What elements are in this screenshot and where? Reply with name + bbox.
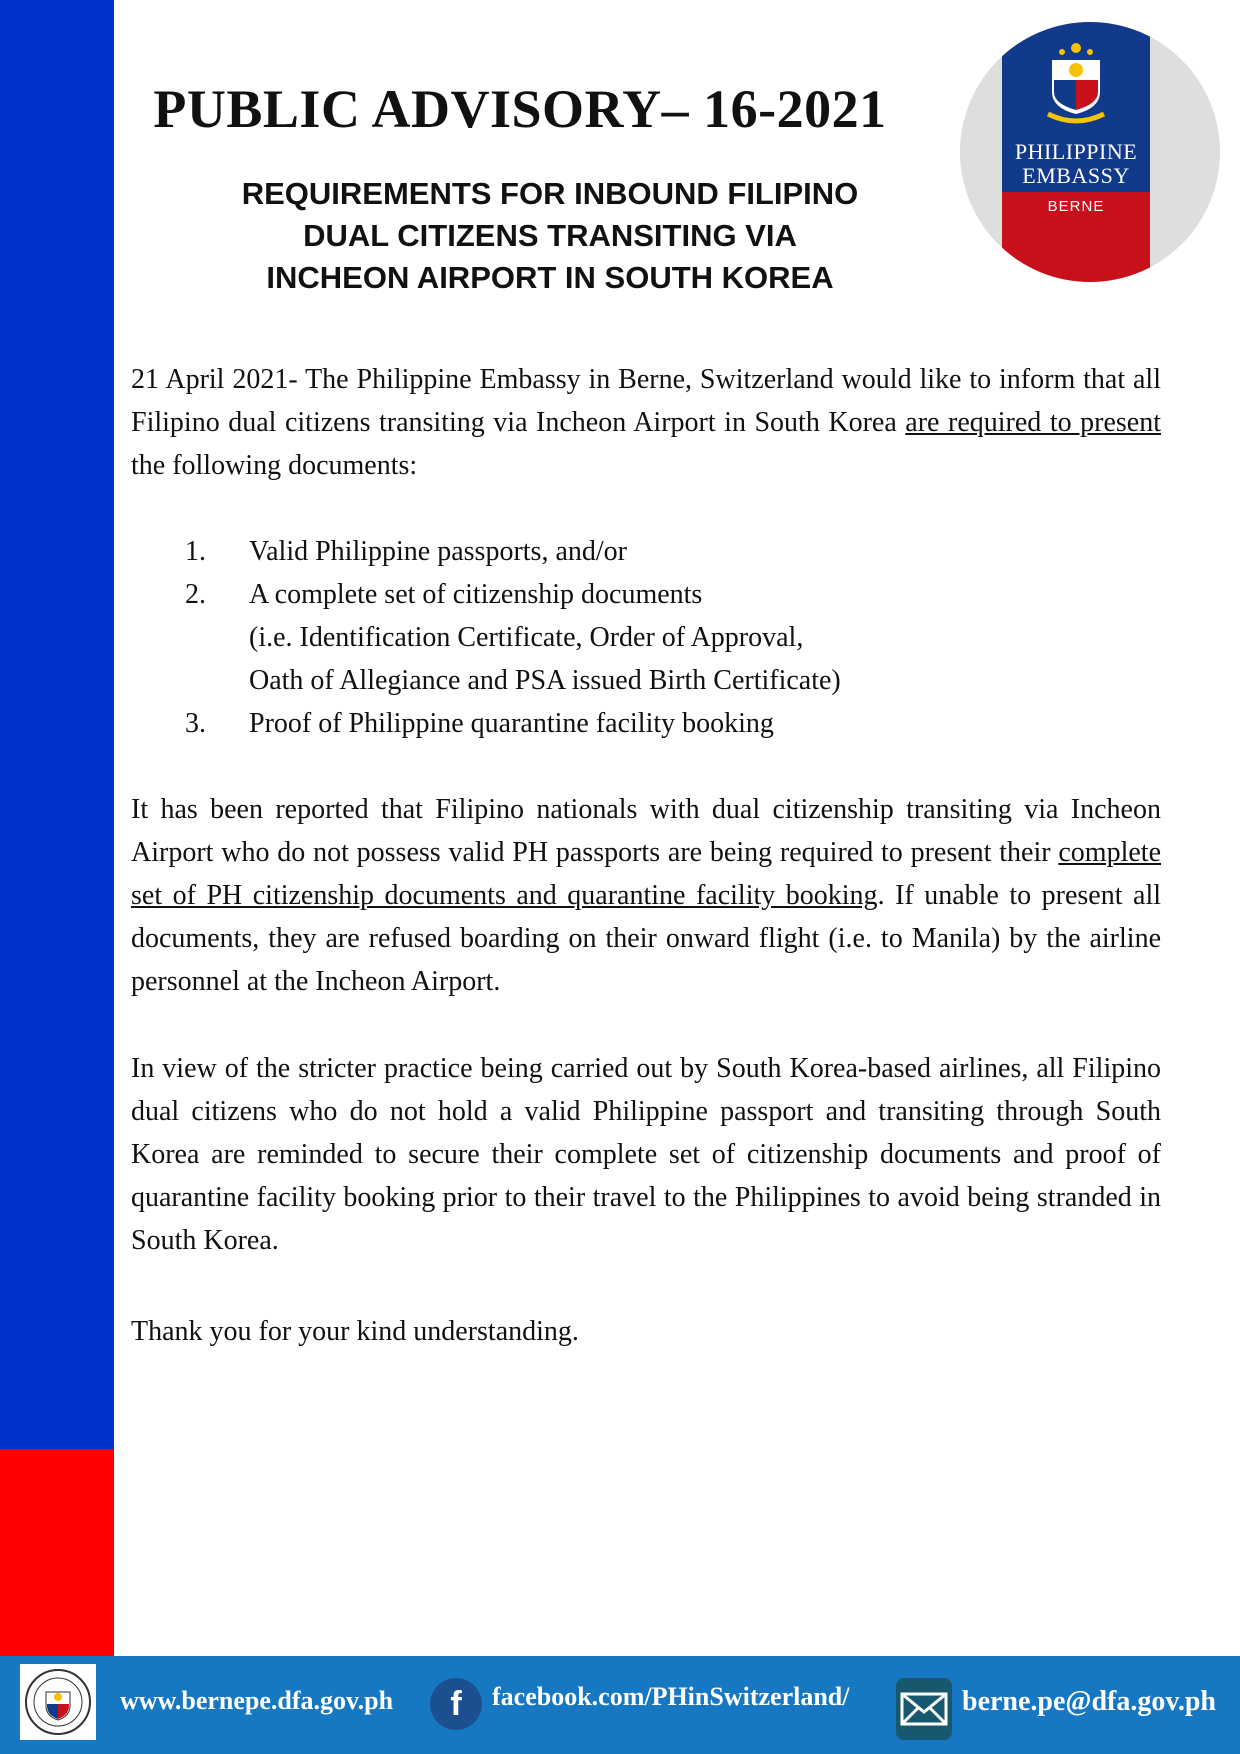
list-item-text — [249, 530, 627, 573]
logo-panel — [1002, 22, 1150, 282]
footer-bar — [0, 1656, 1240, 1754]
required-documents-list — [185, 530, 1085, 745]
list-item-line: Valid Philippine passports, and/or — [249, 536, 627, 567]
list-item-number: 3. — [185, 708, 206, 739]
logo-line: EMBASSY — [1022, 163, 1130, 188]
list-item-number: 2. — [185, 579, 206, 610]
dfa-seal-icon — [20, 1664, 96, 1740]
footer-website-link[interactable]: www.bernepe.dfa.gov.ph — [120, 1686, 394, 1715]
footer-email-link[interactable]: berne.pe@dfa.gov.ph — [962, 1686, 1216, 1717]
subtitle-line: INCHEON AIRPORT IN SOUTH KOREA — [266, 260, 834, 295]
report-text-end: . If unable to present all documents, they are refused boarding on their onward flight (i.e. to Manila) by the airline personnel at the Incheon Airport. — [131, 880, 1162, 997]
page-title: PUBLIC ADVISORY– 16-2021 — [153, 79, 887, 139]
list-item-text — [249, 573, 841, 702]
subtitle-line: DUAL CITIZENS TRANSITING VIA — [303, 218, 797, 253]
logo-text-embassy — [1002, 140, 1150, 188]
intro-text: 21 April 2021- The Philippine Embassy in Berne, Switzerland would like to inform that all Filipino dual citizens transiting via Incheon Airport in South Korea — [131, 364, 1161, 438]
logo-line: PHILIPPINE — [1014, 139, 1138, 164]
list-item-text — [249, 702, 774, 745]
intro-underlined-text: are required to present — [905, 407, 1161, 438]
list-item — [185, 530, 1085, 573]
list-item-line: Oath of Allegiance and PSA issued Birth Certificate) — [249, 665, 841, 696]
list-item — [185, 573, 1085, 702]
embassy-logo — [960, 22, 1220, 282]
page-subtitle — [150, 173, 950, 299]
list-item-line: A complete set of citizenship documents — [249, 579, 703, 610]
subtitle-line: REQUIREMENTS FOR INBOUND FILIPINO — [241, 176, 859, 211]
logo-text-berne: BERNE — [1047, 198, 1105, 215]
list-item — [185, 702, 1085, 745]
closing-paragraph: Thank you for your kind understanding. — [131, 1316, 579, 1347]
intro-text-end: the following documents: — [131, 450, 418, 481]
report-underlined-text: complete set of PH citizenship documents and quarantine facility booking — [131, 837, 1161, 911]
report-paragraph — [131, 788, 1161, 1003]
side-stripe-red — [0, 1449, 114, 1656]
intro-paragraph — [131, 358, 1161, 487]
reminder-paragraph: In view of the stricter practice being carried out by South Korea-based airlines, all Filipino dual citizens who do not hold a valid Philippine passport and transiting through South Korea are reminded to secure their complete set of citizenship documents and proof of quarantine facility booking prior to their travel to the Philippines to avoid being stranded in South Korea. — [131, 1053, 1161, 1256]
envelope-icon[interactable] — [896, 1678, 952, 1740]
footer-facebook-link[interactable]: facebook.com/PHinSwitzerland/ — [492, 1682, 850, 1711]
report-text: It has been reported that Filipino nationals with dual citizenship transiting via Incheon Airport who do not possess valid PH passports are being required to present their — [131, 794, 1161, 868]
list-item-line: Proof of Philippine quarantine facility booking — [249, 708, 774, 739]
side-stripe-blue — [0, 0, 114, 1449]
facebook-icon[interactable]: f — [430, 1678, 482, 1730]
coat-of-arms-icon — [1042, 40, 1110, 126]
list-item-line: (i.e. Identification Certificate, Order of Approval, — [249, 622, 804, 653]
list-item-number: 1. — [185, 536, 206, 567]
